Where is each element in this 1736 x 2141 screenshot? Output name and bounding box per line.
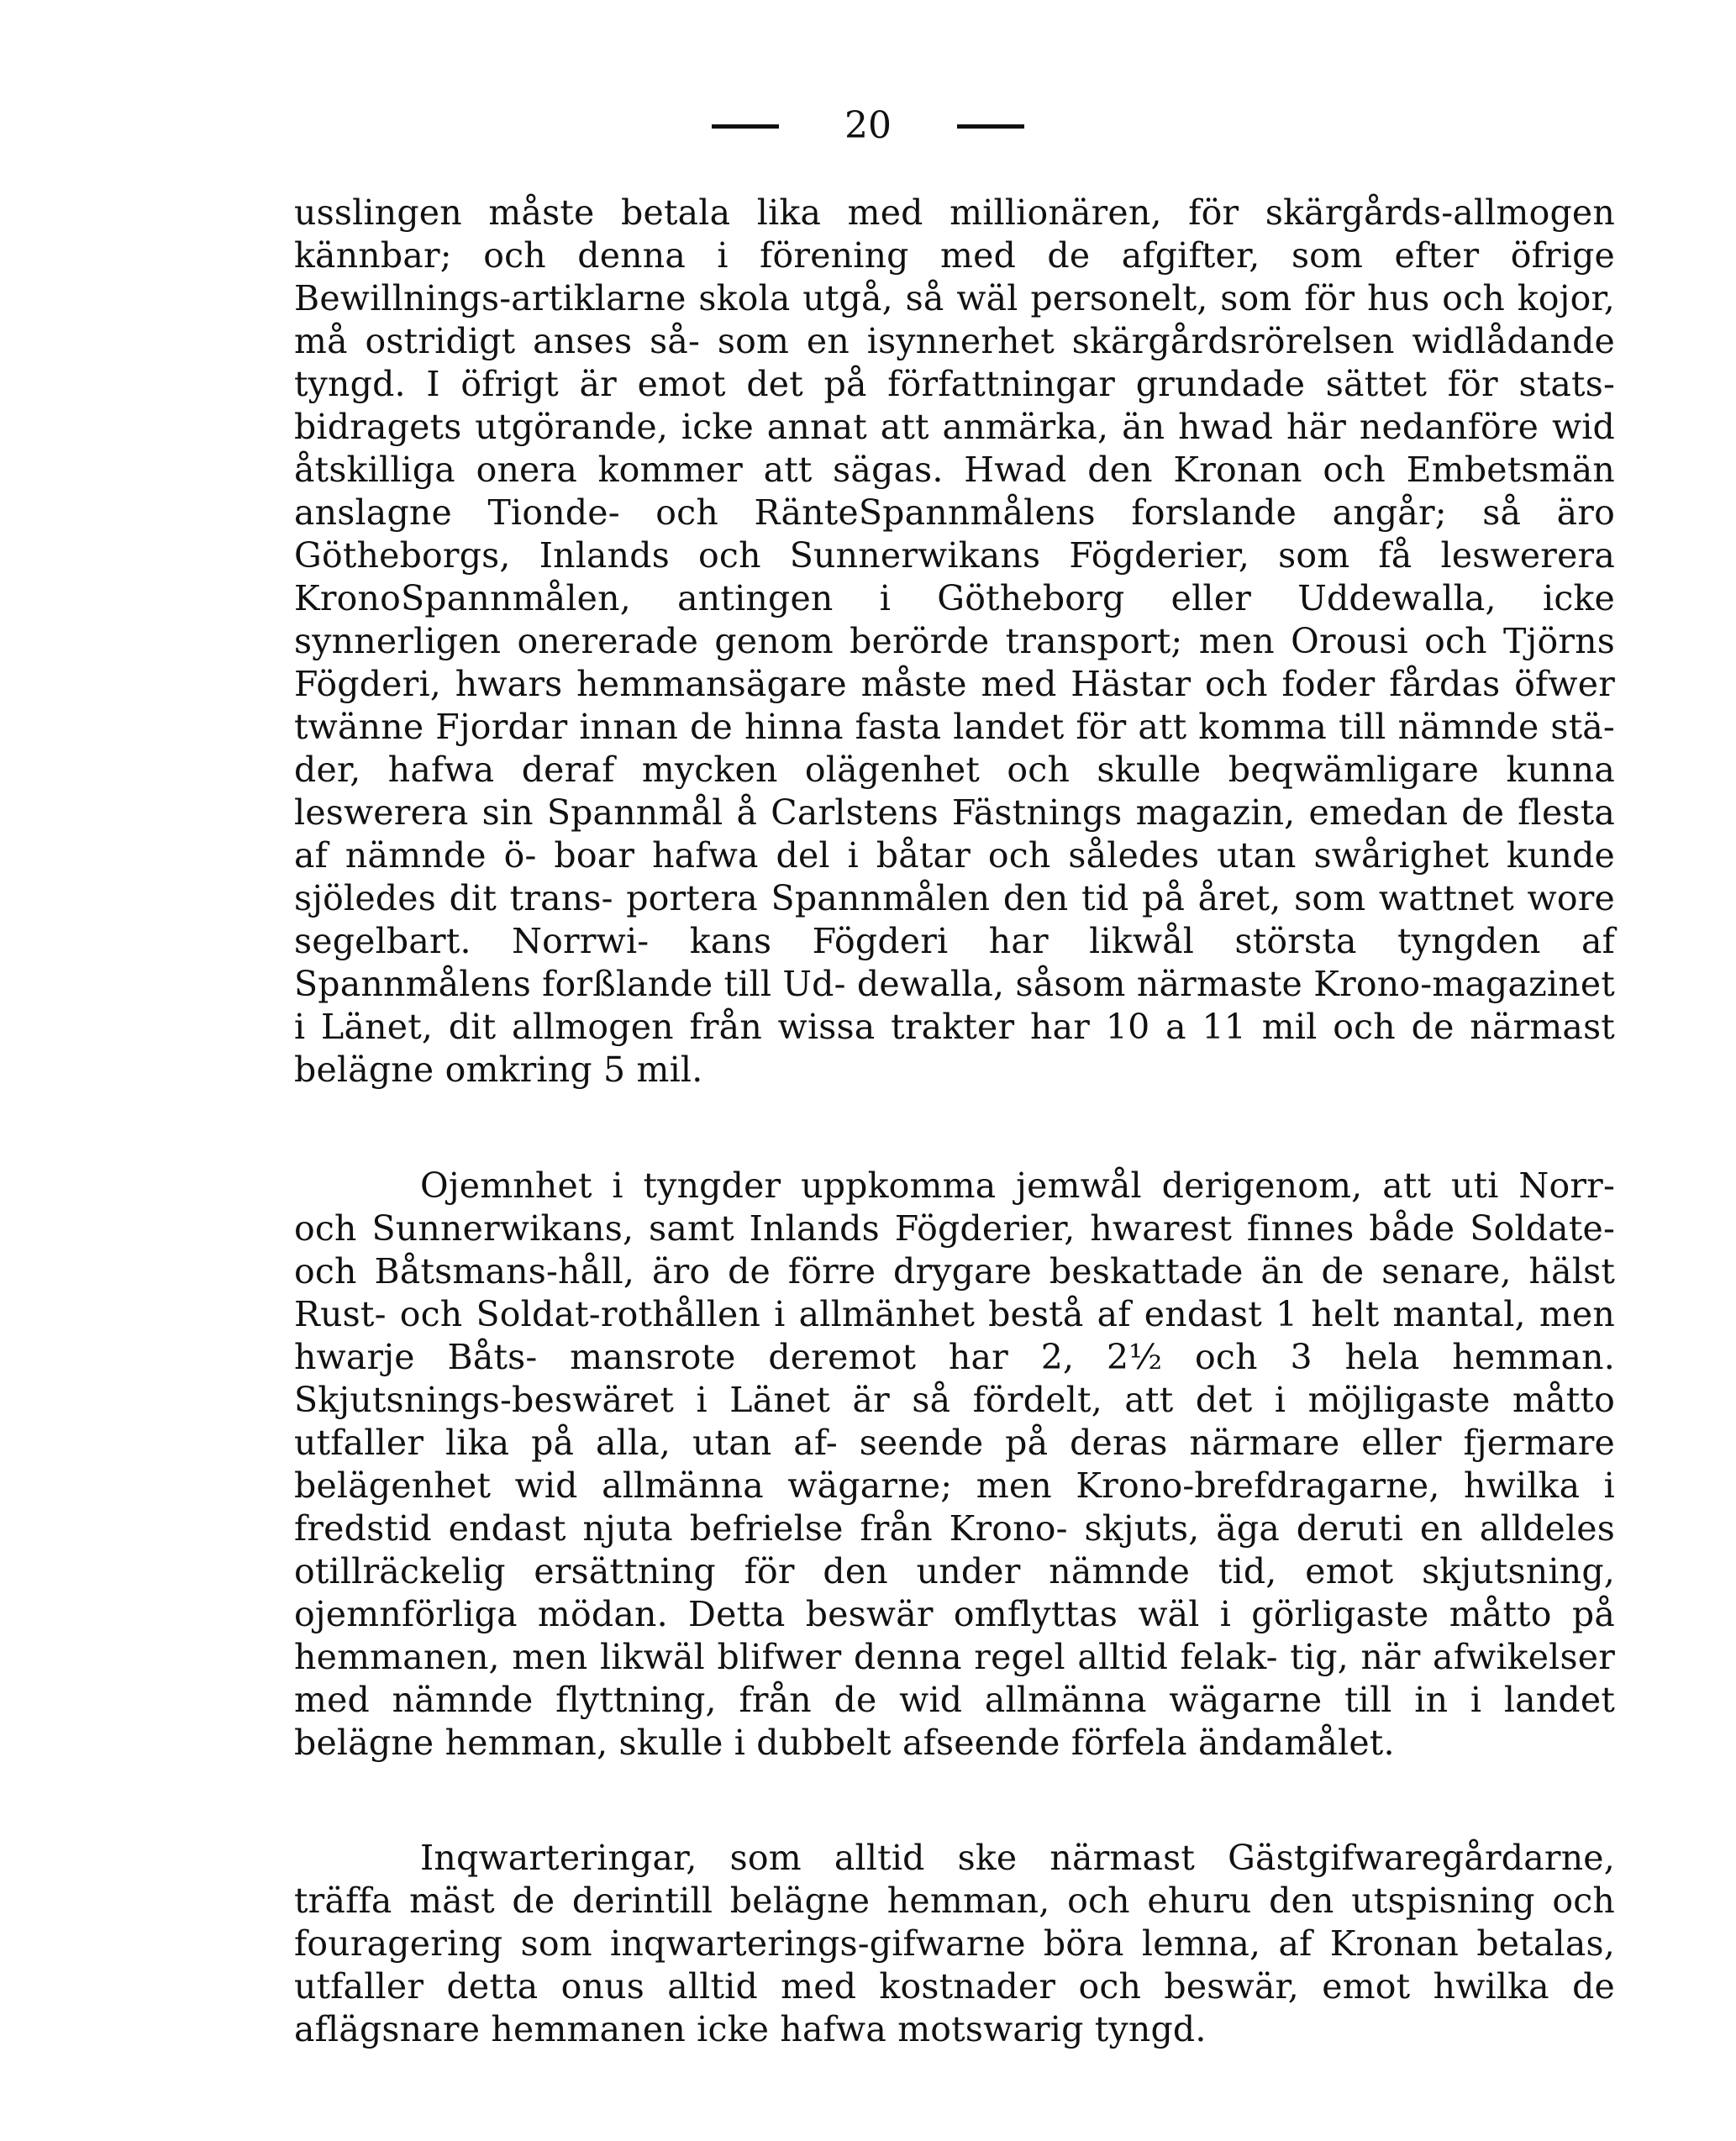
header-dash-right [957, 124, 1024, 129]
paragraph-2: Ojemnhet i tyngder uppkomma jemwål derigenom, att uti Norr- och Sunnerwikans, samt Inlands Fögderier, hwarest finnes både Soldate- och Båtsmans-håll, äro de förre drygare beskattade än de senare, hälst Rust- och Soldat-rothållen i allmänhet bestå af endast 1 helt mantal, men hwarje Båts- mansrote deremot har 2, 2½ och 3 hela hemman. Skjutsnings-beswäret i Länet är så fördelt, att det i möjligaste måtto utfaller lika på alla, utan af- seende på deras närmare eller fjermare belägenhet wid allmänna wägarne; men Krono-brefdragarne, hwilka i fredstid endast njuta befrielse från Krono- skjuts, äga deruti en alldeles otillräckelig ersättning för den under nämnde tid, emot skjutsning, ojemnförliga mödan. Detta beswär omflyttas wäl i görligaste måtto på hemmanen, men likwäl blifwer denna regel alltid felak- tig, när afwikelser med nämnde flyttning, från de wid allmänna wägarne till in i landet belägne hemman, skulle i dubbelt afseende förfela ändamålet. [294, 1165, 1615, 1763]
page-body [294, 192, 1615, 2051]
paragraph-spacer [294, 1765, 1615, 1837]
page-number: 20 [844, 104, 892, 147]
page-header [0, 104, 1736, 147]
header-dash-left [712, 124, 779, 129]
paragraph-spacer [294, 1092, 1615, 1165]
paragraph-3: Inqwarteringar, som alltid ske närmast Gästgifwaregårdarne, träffa mäst de derintill belägne hemman, och ehuru den utspisning och fouragering som inqwarterings-gifwarne böra lemna, af Kronan betalas, utfaller detta onus alltid med kostnader och beswär, emot hwilka de aflägsnare hemmanen icke hafwa motswarig tyngd. [294, 1838, 1615, 2049]
paragraph-1: usslingen måste betala lika med millionären, för skärgårds-allmogen kännbar; och denna i förening med de afgifter, som efter öfrige Bewillnings-artiklarne skola utgå, så wäl personelt, som för hus och kojor, må ostridigt anses så- som en isynnerhet skärgårdsrörelsen widlådande tyngd. I öfrigt är emot det på författningar grundade sättet för stats-bidragets utgörande, icke annat att anmärka, än hwad här nedanföre wid åtskilliga onera kommer att sägas. Hwad den Kronan och Embetsmän anslagne Tionde- och RänteSpannmålens forslande angår; så äro Götheborgs, Inlands och Sunnerwikans Fögderier, som få leswerera KronoSpannmålen, antingen i Götheborg eller Uddewalla, icke synnerligen onererade genom berörde transport; men Orousi och Tjörns Fögderi, hwars hemmansägare måste med Hästar och foder fårdas öfwer twänne Fjordar innan de hinna fasta landet för att komma till nämnde stä- der, hafwa deraf mycken olägenhet och skulle beqwämligare kunna leswerera sin Spannmål å Carlstens Fästnings magazin, emedan de flesta af nämnde ö- boar hafwa del i båtar och således utan swårighet kunde sjöledes dit trans- portera Spannmålen den tid på året, som wattnet wore segelbart. Norrwi- kans Fögderi har likwål största tyngden af Spannmålens forßlande till Ud- dewalla, såsom närmaste Krono-magazinet i Länet, dit allmogen från wissa trakter har 10 a 11 mil och de närmast belägne omkring 5 mil. [294, 192, 1615, 1090]
